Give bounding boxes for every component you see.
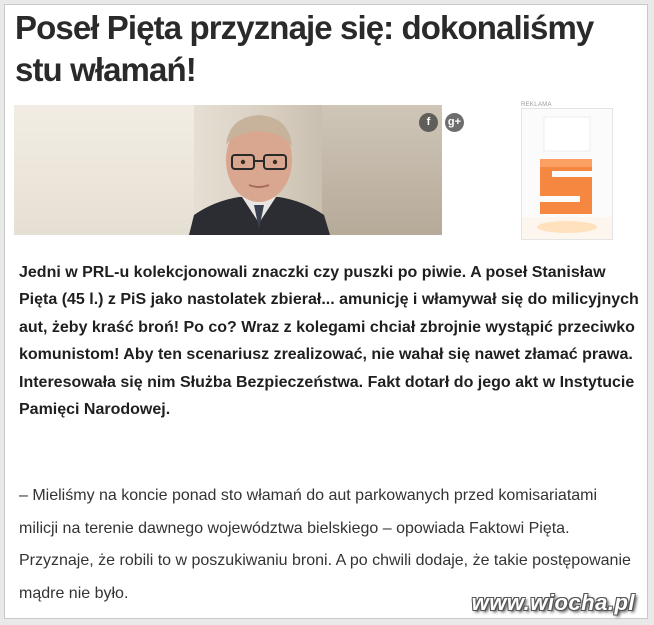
hero-background-left (14, 105, 194, 235)
advertisement-box[interactable] (521, 108, 613, 240)
ad-label: REKLAMA (521, 102, 552, 108)
site-watermark: www.wiocha.pl (471, 590, 635, 615)
facebook-share-icon[interactable]: f (419, 113, 438, 132)
article-hero-image (14, 105, 462, 235)
politician-portrait (184, 105, 334, 235)
article-frame (4, 4, 648, 619)
article-headline: Poseł Pięta przyznaje się: dokonaliśmy stu włamań! (15, 9, 594, 88)
google-plus-share-icon[interactable]: g+ (445, 113, 464, 132)
article-body-paragraph: – Mieliśmy na koncie ponad sto włamań do aut parkowanych przed komisariatami milicji na terenie dawnego województwa bielskiego – opowiada Faktowi Pięta. Przyznaje, że robili to w poszukiwaniu broni. A po chwili dodaje, że takie postępowanie mądre nie było. (19, 487, 631, 602)
advertisement-graphic (522, 109, 612, 239)
article-lead: Jedni w PRL-u kolekcjonowali znaczki czy puszki po piwie. A poseł Stanisław Pięta (45 l.) z PiS jako nastolatek zbierał... amunicję i włamywał się do milicyjnych aut, żeby kraść broń! Po co? Wraz z kolegami chciał zbrojnie wystąpić przeciwko komunistom! Aby ten scenariusz zrealizować, nie wahał się nawet złamać prawa. Interesowała się nim Służba Bezpieczeństwa. Fakt dotarł do jego akt w Instytucie Pamięci Narodowej. (19, 264, 639, 419)
